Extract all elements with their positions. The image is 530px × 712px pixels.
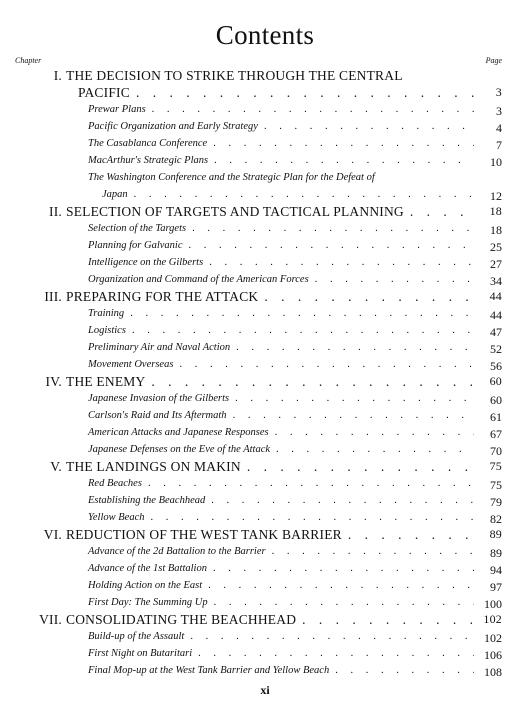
chapter-entry-continued[interactable] xyxy=(0,85,530,102)
section-page: 27 xyxy=(490,257,502,271)
section-title-line xyxy=(88,410,502,425)
leader-dots xyxy=(190,631,474,646)
chapter-title-line xyxy=(66,289,502,305)
section-entry[interactable] xyxy=(0,391,530,408)
section-title-line xyxy=(88,631,502,646)
section-title: The Washington Conference and the Strategic Plan for the Defeat of xyxy=(88,172,375,183)
chapter-entry[interactable] xyxy=(0,204,530,221)
page-folio: xi xyxy=(260,683,270,697)
leader-dots xyxy=(302,612,474,628)
leader-dots xyxy=(410,204,474,220)
section-title: Prewar Plans xyxy=(88,104,146,115)
chapter-number: IV. xyxy=(45,374,62,389)
leader-dots xyxy=(264,121,474,136)
leader-dots xyxy=(348,527,474,543)
section-title: American Attacks and Japanese Responses xyxy=(88,427,269,438)
section-entry[interactable] xyxy=(0,272,530,289)
section-page: 102 xyxy=(484,631,502,645)
section-title: Organization and Command of the American Forces xyxy=(88,274,309,285)
section-entry[interactable] xyxy=(0,323,530,340)
section-page: 7 xyxy=(496,138,502,152)
leader-dots xyxy=(247,459,474,475)
leader-dots xyxy=(192,223,474,238)
section-title: The Casablanca Conference xyxy=(88,138,208,149)
section-title: Establishing the Beachhead xyxy=(88,495,206,506)
section-title: First Night on Butaritari xyxy=(88,648,193,659)
section-title-line xyxy=(88,495,502,510)
section-title: Japanese Defenses on the Eve of the Attack xyxy=(88,444,271,455)
chapter-number: III. xyxy=(44,289,62,304)
section-title-continued: Japan xyxy=(102,189,128,200)
section-entry[interactable] xyxy=(0,425,530,442)
section-title-line xyxy=(88,274,502,289)
leader-dots xyxy=(272,546,474,561)
section-entry[interactable] xyxy=(0,493,530,510)
section-entry[interactable] xyxy=(0,340,530,357)
section-title: Holding Action on the East xyxy=(88,580,203,591)
section-entry[interactable] xyxy=(0,544,530,561)
section-page: 70 xyxy=(490,444,502,458)
section-page: 97 xyxy=(490,580,502,594)
chapter-title: SELECTION OF TARGETS AND TACTICAL PLANNING xyxy=(66,204,404,219)
section-page: 75 xyxy=(490,478,502,492)
section-entry[interactable] xyxy=(0,221,530,238)
chapter-entry[interactable] xyxy=(0,68,530,85)
section-title: MacArthur's Strategic Plans xyxy=(88,155,209,166)
chapter-title-line xyxy=(66,612,502,628)
section-title-line xyxy=(88,257,502,272)
section-entry[interactable] xyxy=(0,510,530,527)
chapter-page: 60 xyxy=(489,374,502,388)
section-title-line xyxy=(88,478,502,493)
chapter-number: I. xyxy=(53,68,62,83)
section-entry[interactable] xyxy=(0,629,530,646)
section-title-line xyxy=(88,138,502,153)
leader-dots xyxy=(152,104,474,119)
section-title-line xyxy=(88,223,502,238)
leader-dots xyxy=(148,478,474,493)
section-title-line xyxy=(88,104,502,119)
leader-dots xyxy=(209,257,474,272)
section-title-line xyxy=(88,359,502,374)
section-title: First Day: The Summing Up xyxy=(88,597,208,608)
section-entry[interactable] xyxy=(0,357,530,374)
section-page: 52 xyxy=(490,342,502,356)
section-title-line xyxy=(88,580,502,595)
leader-dots xyxy=(214,597,474,612)
section-entry[interactable] xyxy=(0,153,530,170)
section-page: 61 xyxy=(490,410,502,424)
section-entry[interactable] xyxy=(0,595,530,612)
leader-dots xyxy=(211,495,474,510)
section-entry[interactable] xyxy=(0,238,530,255)
chapter-page: 102 xyxy=(483,612,502,626)
section-entry[interactable] xyxy=(0,119,530,136)
section-title: Carlson's Raid and Its Aftermath xyxy=(88,410,227,421)
chapter-title: THE ENEMY xyxy=(66,374,146,389)
chapter-entry[interactable] xyxy=(0,459,530,476)
page-column-heading: Page xyxy=(485,56,502,65)
section-title-line xyxy=(102,189,502,204)
section-entry[interactable] xyxy=(0,136,530,153)
section-page: 12 xyxy=(490,189,502,203)
section-title-line xyxy=(88,325,502,340)
leader-dots xyxy=(136,85,474,101)
section-page: 34 xyxy=(490,274,502,288)
section-title-line xyxy=(88,155,502,170)
section-title: Build-up of the Assault xyxy=(88,631,185,642)
section-entry[interactable] xyxy=(0,646,530,663)
section-entry[interactable] xyxy=(0,561,530,578)
section-title-line xyxy=(88,240,502,255)
chapter-entry[interactable] xyxy=(0,289,530,306)
leader-dots xyxy=(130,308,474,323)
section-page: 67 xyxy=(490,427,502,441)
chapter-title: PREPARING FOR THE ATTACK xyxy=(66,289,259,304)
section-title-line xyxy=(88,546,502,561)
section-page: 108 xyxy=(484,665,502,679)
chapter-title: THE DECISION TO STRIKE THROUGH THE CENTRAL xyxy=(66,68,403,83)
chapter-entry[interactable] xyxy=(0,527,530,544)
section-page: 3 xyxy=(496,104,502,118)
leader-dots xyxy=(198,648,474,663)
chapter-page: 3 xyxy=(495,85,502,99)
section-title: Final Mop-up at the West Tank Barrier and Yellow Beach xyxy=(88,665,330,676)
section-page: 106 xyxy=(484,648,502,662)
section-title: Red Beaches xyxy=(88,478,142,489)
section-page: 25 xyxy=(490,240,502,254)
section-title-line xyxy=(88,563,502,578)
section-page: 89 xyxy=(490,546,502,560)
leader-dots xyxy=(132,325,474,340)
section-entry[interactable] xyxy=(0,578,530,595)
chapter-title-line xyxy=(66,527,502,543)
chapter-title: THE LANDINGS ON MAKIN xyxy=(66,459,241,474)
chapter-title-continued: PACIFIC xyxy=(78,85,130,100)
chapter-entry[interactable] xyxy=(0,374,530,391)
leader-dots xyxy=(236,342,474,357)
leader-dots xyxy=(134,189,474,204)
section-title-line xyxy=(88,172,502,183)
chapter-page: 75 xyxy=(489,459,502,473)
chapter-title-line xyxy=(66,374,502,390)
section-entry[interactable] xyxy=(0,476,530,493)
section-entry[interactable] xyxy=(0,306,530,323)
chapter-number: II. xyxy=(49,204,62,219)
section-entry[interactable] xyxy=(0,663,530,680)
chapter-page: 44 xyxy=(489,289,502,303)
section-title: Selection of the Targets xyxy=(88,223,187,234)
leader-dots xyxy=(213,563,474,578)
section-title-line xyxy=(88,342,502,357)
section-title-line xyxy=(88,444,502,459)
section-title: Advance of the 1st Battalion xyxy=(88,563,207,574)
section-page: 10 xyxy=(490,155,502,169)
leader-dots xyxy=(189,240,475,255)
chapter-number: VII. xyxy=(39,612,62,627)
chapter-number: V. xyxy=(50,459,62,474)
chapter-title-line xyxy=(66,68,502,84)
section-entry[interactable] xyxy=(0,170,530,187)
leader-dots xyxy=(275,427,474,442)
section-title: Yellow Beach xyxy=(88,512,145,523)
leader-dots xyxy=(208,580,474,595)
section-entry[interactable] xyxy=(0,255,530,272)
chapter-title-line xyxy=(78,85,502,101)
section-title-line xyxy=(88,393,502,408)
section-page: 47 xyxy=(490,325,502,339)
section-title: Movement Overseas xyxy=(88,359,174,370)
section-title: Planning for Galvanic xyxy=(88,240,183,251)
section-title: Pacific Organization and Early Strategy xyxy=(88,121,258,132)
chapter-page: 89 xyxy=(489,527,502,541)
leader-dots xyxy=(315,274,474,289)
leader-dots xyxy=(276,444,474,459)
chapter-page: 18 xyxy=(489,204,502,218)
leader-dots xyxy=(150,512,474,527)
section-title-line xyxy=(88,121,502,136)
leader-dots xyxy=(233,410,474,425)
chapter-number: VI. xyxy=(43,527,62,542)
leader-dots xyxy=(335,665,474,680)
leader-dots xyxy=(235,393,474,408)
chapter-entry[interactable] xyxy=(0,612,530,629)
chapter-title: REDUCTION OF THE WEST TANK BARRIER xyxy=(66,527,342,542)
section-title-line xyxy=(88,665,502,680)
section-page: 100 xyxy=(484,597,502,611)
chapter-title-line xyxy=(66,459,502,475)
section-page: 44 xyxy=(490,308,502,322)
section-title: Intelligence on the Gilberts xyxy=(88,257,204,268)
section-title-line xyxy=(88,427,502,442)
section-entry[interactable] xyxy=(0,442,530,459)
section-entry[interactable] xyxy=(0,408,530,425)
chapter-title: CONSOLIDATING THE BEACHHEAD xyxy=(66,612,297,627)
section-title: Training xyxy=(88,308,125,319)
section-title: Logistics xyxy=(88,325,126,336)
leader-dots xyxy=(214,155,474,170)
leader-dots xyxy=(213,138,474,153)
section-page: 56 xyxy=(490,359,502,373)
section-page: 60 xyxy=(490,393,502,407)
section-page: 4 xyxy=(496,121,502,135)
chapter-column-heading: Chapter xyxy=(15,56,42,65)
section-page: 79 xyxy=(490,495,502,509)
section-page: 94 xyxy=(490,563,502,577)
section-title-line xyxy=(88,648,502,663)
leader-dots xyxy=(179,359,474,374)
leader-dots xyxy=(151,374,474,390)
section-entry[interactable] xyxy=(0,102,530,119)
section-title-line xyxy=(88,308,502,323)
section-title-line xyxy=(88,597,502,612)
page-title: Contents xyxy=(215,20,315,50)
leader-dots xyxy=(264,289,474,305)
section-page: 18 xyxy=(490,223,502,237)
chapter-title-line xyxy=(66,204,502,220)
table-of-contents xyxy=(0,68,530,680)
section-page: 82 xyxy=(490,512,502,526)
section-title: Japanese Invasion of the Gilberts xyxy=(88,393,230,404)
section-title: Advance of the 2d Battalion to the Barrier xyxy=(88,546,266,557)
section-title: Preliminary Air and Naval Action xyxy=(88,342,231,353)
section-title-line xyxy=(88,512,502,527)
section-entry-continued[interactable] xyxy=(0,187,530,204)
